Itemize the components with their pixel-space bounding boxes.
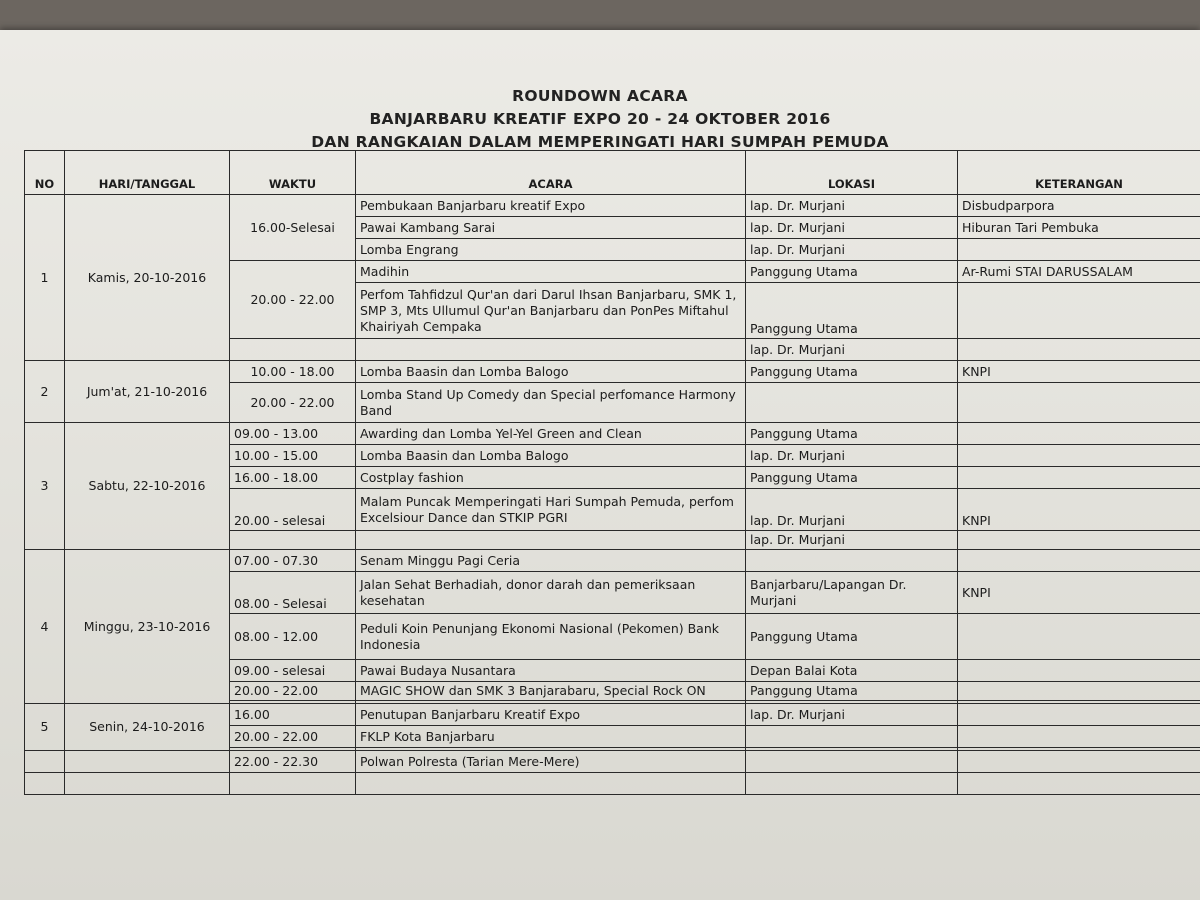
title-line-2: BANJARBARU KREATIF EXPO 20 - 24 OKTOBER 2016 xyxy=(369,110,831,128)
cell-acara: Lomba Stand Up Comedy dan Special perfomance Harmony Band xyxy=(356,383,746,423)
cell-keterangan: KNPI xyxy=(958,572,1200,614)
cell-no xyxy=(25,773,65,795)
cell-keterangan: Ar-Rumi STAI DARUSSALAM xyxy=(958,261,1200,283)
cell-hari xyxy=(65,751,230,773)
cell-acara: Pembukaan Banjarbaru kreatif Expo xyxy=(356,195,746,217)
cell-keterangan xyxy=(958,682,1200,701)
cell-keterangan xyxy=(958,339,1200,361)
table-row xyxy=(25,195,1200,217)
cell-acara xyxy=(356,339,746,361)
cell-acara: FKLP Kota Banjarbaru xyxy=(356,726,746,748)
cell-waktu: 07.00 - 07.30 xyxy=(230,550,356,572)
cell-acara: Pawai Budaya Nusantara xyxy=(356,660,746,682)
cell-keterangan xyxy=(958,550,1200,572)
table-row xyxy=(25,423,1200,445)
header-waktu: WAKTU xyxy=(230,151,356,195)
table-row xyxy=(25,550,1200,572)
cell-acara: MAGIC SHOW dan SMK 3 Banjarabaru, Special Rock ON xyxy=(356,682,746,701)
cell-lokasi: lap. Dr. Murjani xyxy=(746,445,958,467)
cell-lokasi: lap. Dr. Murjani xyxy=(746,531,958,550)
cell-lokasi xyxy=(746,751,958,773)
cell-keterangan xyxy=(958,614,1200,660)
table-row xyxy=(25,773,1200,795)
cell-lokasi: Panggung Utama xyxy=(746,614,958,660)
cell-hari: Jum'at, 21-10-2016 xyxy=(65,361,230,423)
cell-lokasi xyxy=(746,383,958,423)
header-no: NO xyxy=(25,151,65,195)
cell-hari: Sabtu, 22-10-2016 xyxy=(65,423,230,550)
cell-keterangan: KNPI xyxy=(958,361,1200,383)
cell-waktu: 10.00 - 15.00 xyxy=(230,445,356,467)
cell-acara: Senam Minggu Pagi Ceria xyxy=(356,550,746,572)
cell-keterangan xyxy=(958,445,1200,467)
cell-lokasi: Panggung Utama xyxy=(746,682,958,701)
table-row xyxy=(25,361,1200,383)
cell-keterangan xyxy=(958,726,1200,748)
cell-lokasi xyxy=(746,726,958,748)
cell-acara: Malam Puncak Memperingati Hari Sumpah Pemuda, perfom Excelsiour Dance dan STKIP PGRI xyxy=(356,489,746,531)
cell-keterangan: Hiburan Tari Pembuka xyxy=(958,217,1200,239)
cell-waktu: 20.00 - 22.00 xyxy=(230,682,356,701)
cell-waktu: 16.00-Selesai xyxy=(230,195,356,261)
cell-waktu: 09.00 - selesai xyxy=(230,660,356,682)
cell-no: 4 xyxy=(25,550,65,704)
cell-waktu: 10.00 - 18.00 xyxy=(230,361,356,383)
cell-lokasi: lap. Dr. Murjani xyxy=(746,704,958,726)
cell-waktu: 16.00 - 18.00 xyxy=(230,467,356,489)
cell-acara: Lomba Baasin dan Lomba Balogo xyxy=(356,445,746,467)
cell-lokasi: lap. Dr. Murjani xyxy=(746,489,958,531)
cell-waktu xyxy=(230,773,356,795)
cell-waktu: 20.00 - 22.00 xyxy=(230,726,356,748)
cell-keterangan xyxy=(958,467,1200,489)
cell-no: 1 xyxy=(25,195,65,361)
cell-no: 3 xyxy=(25,423,65,550)
cell-acara: Madihin xyxy=(356,261,746,283)
rundown-table xyxy=(24,150,1200,795)
cell-no: 5 xyxy=(25,704,65,751)
cell-acara: Peduli Koin Penunjang Ekonomi Nasional (Pekomen) Bank Indonesia xyxy=(356,614,746,660)
cell-keterangan xyxy=(958,383,1200,423)
cell-keterangan xyxy=(958,660,1200,682)
document-title-block xyxy=(0,85,1200,154)
cell-waktu: 20.00 - selesai xyxy=(230,489,356,531)
cell-keterangan xyxy=(958,283,1200,339)
header-row xyxy=(25,151,1200,195)
cell-acara xyxy=(356,773,746,795)
header-hari-tanggal: HARI/TANGGAL xyxy=(65,151,230,195)
header-acara: ACARA xyxy=(356,151,746,195)
cell-keterangan: Disbudparpora xyxy=(958,195,1200,217)
cell-lokasi: Panggung Utama xyxy=(746,283,958,339)
cell-waktu: 09.00 - 13.00 xyxy=(230,423,356,445)
cell-acara: Pawai Kambang Sarai xyxy=(356,217,746,239)
title-line-1: ROUNDOWN ACARA xyxy=(512,87,688,105)
cell-lokasi xyxy=(746,550,958,572)
cell-lokasi: lap. Dr. Murjani xyxy=(746,239,958,261)
cell-waktu xyxy=(230,339,356,361)
cell-lokasi: Depan Balai Kota xyxy=(746,660,958,682)
cell-keterangan xyxy=(958,239,1200,261)
cell-lokasi: Panggung Utama xyxy=(746,261,958,283)
cell-acara: Polwan Polresta (Tarian Mere-Mere) xyxy=(356,751,746,773)
cell-keterangan: KNPI xyxy=(958,489,1200,531)
cell-waktu: 22.00 - 22.30 xyxy=(230,751,356,773)
header-lokasi: LOKASI xyxy=(746,151,958,195)
cell-acara: Penutupan Banjarbaru Kreatif Expo xyxy=(356,704,746,726)
cell-lokasi: lap. Dr. Murjani xyxy=(746,339,958,361)
cell-hari: Senin, 24-10-2016 xyxy=(65,704,230,751)
header-keterangan: KETERANGAN xyxy=(958,151,1200,195)
cell-acara: Perfom Tahfidzul Qur'an dari Darul Ihsan Banjarbaru, SMK 1, SMP 3, Mts Ullumul Qur'an Banjarbaru dan PonPes Miftahul Khairiyah Cempaka xyxy=(356,283,746,339)
cell-acara: Jalan Sehat Berhadiah, donor darah dan pemeriksaan kesehatan xyxy=(356,572,746,614)
cell-lokasi: lap. Dr. Murjani xyxy=(746,195,958,217)
cell-no xyxy=(25,751,65,773)
cell-waktu: 20.00 - 22.00 xyxy=(230,383,356,423)
cell-keterangan xyxy=(958,531,1200,550)
cell-lokasi: Banjarbaru/Lapangan Dr. Murjani xyxy=(746,572,958,614)
table-row xyxy=(25,751,1200,773)
cell-lokasi xyxy=(746,773,958,795)
cell-keterangan xyxy=(958,423,1200,445)
cell-lokasi: Panggung Utama xyxy=(746,361,958,383)
cell-lokasi: lap. Dr. Murjani xyxy=(746,217,958,239)
cell-hari: Minggu, 23-10-2016 xyxy=(65,550,230,704)
cell-waktu: 08.00 - Selesai xyxy=(230,572,356,614)
cell-acara: Lomba Baasin dan Lomba Balogo xyxy=(356,361,746,383)
cell-waktu: 08.00 - 12.00 xyxy=(230,614,356,660)
title-line-3: DAN RANGKAIAN DALAM MEMPERINGATI HARI SUMPAH PEMUDA xyxy=(311,133,889,151)
cell-keterangan xyxy=(958,751,1200,773)
cell-hari xyxy=(65,773,230,795)
cell-waktu xyxy=(230,531,356,550)
cell-no: 2 xyxy=(25,361,65,423)
cell-lokasi: Panggung Utama xyxy=(746,423,958,445)
cell-acara xyxy=(356,531,746,550)
cell-acara: Costplay fashion xyxy=(356,467,746,489)
cell-waktu: 16.00 xyxy=(230,704,356,726)
cell-keterangan xyxy=(958,704,1200,726)
table-row xyxy=(25,704,1200,726)
cell-hari: Kamis, 20-10-2016 xyxy=(65,195,230,361)
cell-acara: Lomba Engrang xyxy=(356,239,746,261)
cell-lokasi: Panggung Utama xyxy=(746,467,958,489)
cell-waktu: 20.00 - 22.00 xyxy=(230,261,356,339)
cell-acara: Awarding dan Lomba Yel-Yel Green and Clean xyxy=(356,423,746,445)
cell-keterangan xyxy=(958,773,1200,795)
